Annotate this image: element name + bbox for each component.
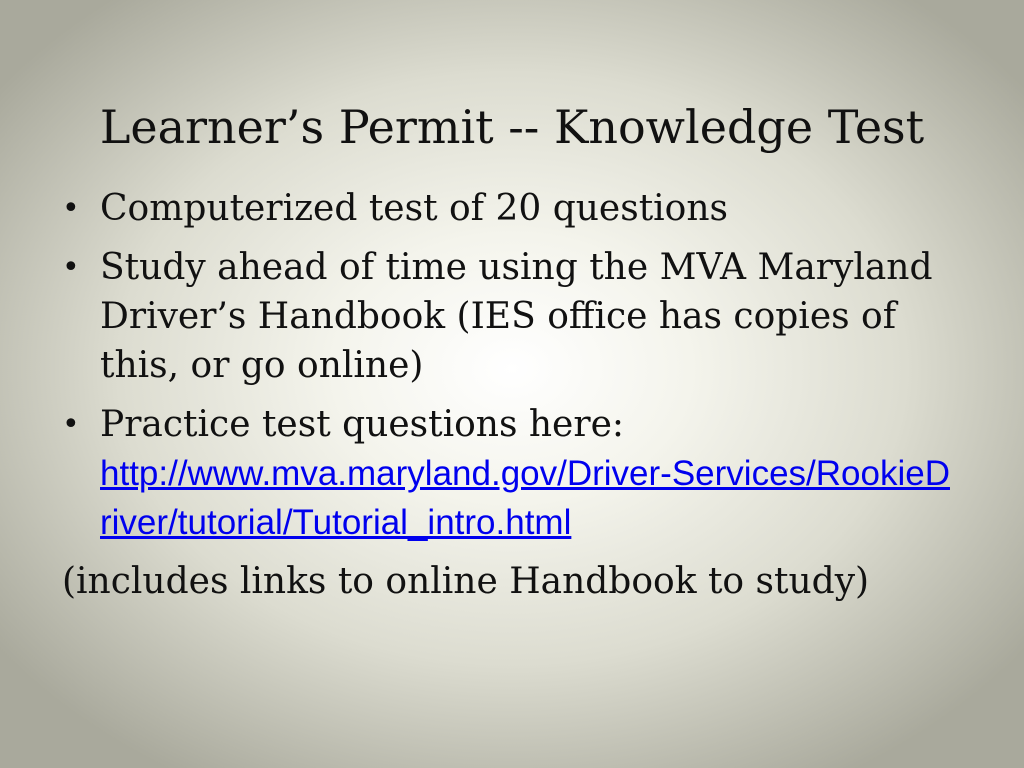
bullet-item: [62, 184, 962, 233]
bullet-text: Study ahead of time using the MVA Maryland Driver’s Handbook (IES office has copies of this, or go online): [100, 247, 933, 386]
bullet-icon: •: [62, 250, 80, 285]
bullet-icon: •: [62, 407, 80, 442]
practice-test-link[interactable]: http://www.mva.maryland.gov/Driver-Services/RookieDriver/tutorial/Tutorial_intro.html: [100, 454, 950, 542]
bullet-list: [62, 184, 962, 547]
footnote-text: (includes links to online Handbook to study): [62, 561, 870, 602]
bullet-item: [62, 243, 962, 390]
bullet-icon: •: [62, 191, 80, 226]
slide-title: Learner’s Permit -- Knowledge Test: [99, 99, 925, 154]
slide-body: [62, 184, 962, 606]
bullet-text: Computerized test of 20 questions: [100, 188, 729, 229]
bullet-text: Practice test questions here:: [100, 404, 625, 445]
bullet-item: [62, 400, 962, 547]
